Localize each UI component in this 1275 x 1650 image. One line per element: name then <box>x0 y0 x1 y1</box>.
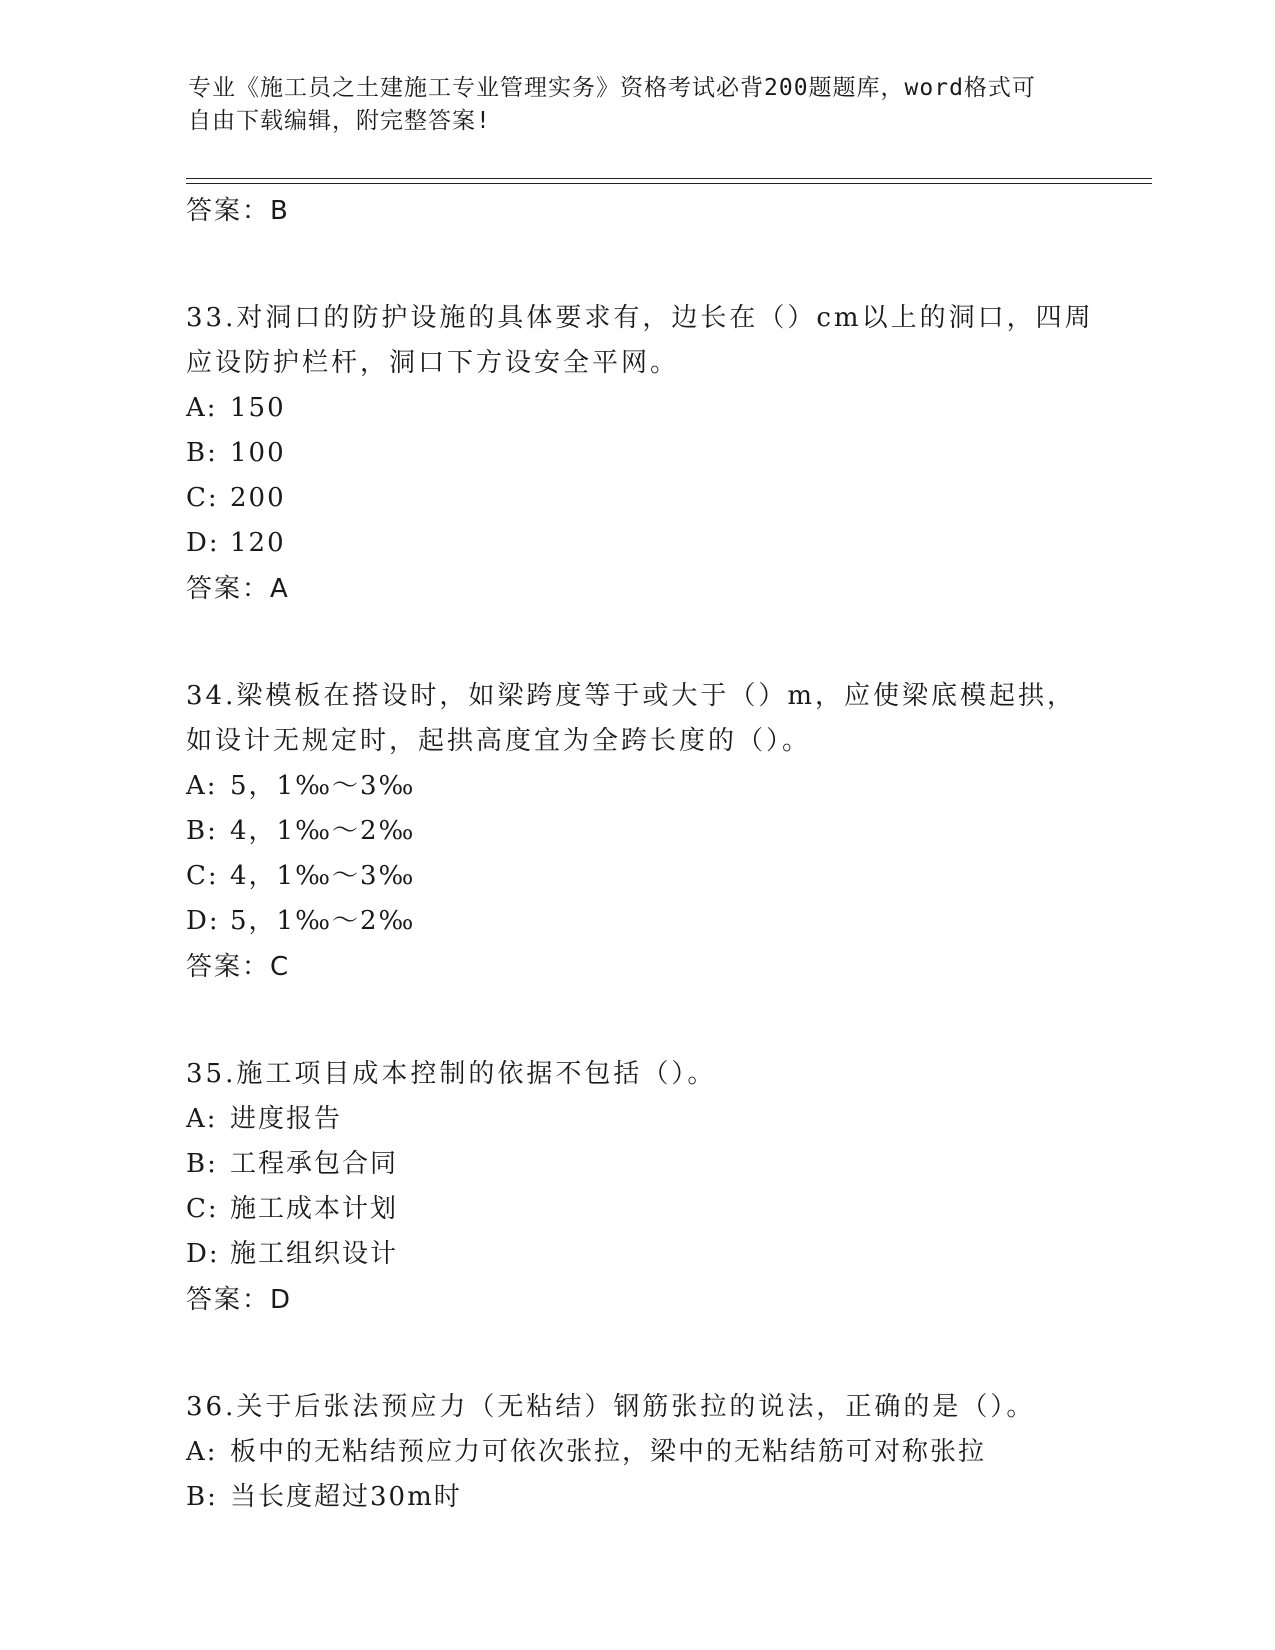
option-b <box>186 1142 1146 1187</box>
option-letter: B: <box>186 816 218 846</box>
option-text: 施工成本计划 <box>230 1194 399 1224</box>
question-stem-line: 34.梁模板在搭设时，如梁跨度等于或大于（）m，应使梁底模起拱， <box>186 681 1077 711</box>
option-text: 100 <box>230 438 286 468</box>
option-a <box>186 386 1146 431</box>
answer-line: 答案：A <box>186 574 290 604</box>
option-a <box>186 1430 1146 1475</box>
question-stem-line: 应设防护栏杆，洞口下方设安全平网。 <box>186 348 680 378</box>
option-c <box>186 1187 1146 1232</box>
question-stem-line: 如设计无规定时，起拱高度宜为全跨长度的（）。 <box>186 726 812 756</box>
option-text: 5，1‰～2‰ <box>230 906 416 936</box>
option-b <box>186 431 1146 476</box>
header-title-line-1: 专业《施工员之土建施工专业管理实务》资格考试必背200题题库，word格式可 <box>188 75 1036 101</box>
header-divider-top <box>186 178 1152 179</box>
option-text: 150 <box>230 393 286 423</box>
question-36 <box>186 1385 1146 1520</box>
option-letter: C: <box>186 483 219 513</box>
option-d <box>186 1232 1146 1277</box>
question-stem-line: 33.对洞口的防护设施的具体要求有，边长在（）cm以上的洞口，四周 <box>186 303 1094 333</box>
option-d <box>186 899 1146 944</box>
question-stem-line: 35.施工项目成本控制的依据不包括（）。 <box>186 1059 717 1089</box>
option-text: 4，1‰～3‰ <box>230 861 416 891</box>
option-letter: A: <box>186 1437 218 1467</box>
option-text: 工程承包合同 <box>230 1149 399 1179</box>
option-letter: D: <box>186 528 220 558</box>
question-list <box>186 188 1146 1520</box>
option-a <box>186 764 1146 809</box>
answer-line: 答案：C <box>186 952 291 982</box>
option-a <box>186 1097 1146 1142</box>
option-letter: C: <box>186 1194 219 1224</box>
option-letter: D: <box>186 1239 220 1269</box>
header-title-line-2: 自由下载编辑，附完整答案! <box>188 108 491 134</box>
option-text: 施工组织设计 <box>230 1239 399 1269</box>
option-c <box>186 476 1146 521</box>
option-d <box>186 521 1146 566</box>
option-b <box>186 809 1146 854</box>
header-divider-bottom <box>186 183 1152 184</box>
question-stem-line: 36.关于后张法预应力（无粘结）钢筋张拉的说法，正确的是（）。 <box>186 1392 1036 1422</box>
option-text: 当长度超过30m时 <box>230 1482 462 1512</box>
option-text: 4，1‰～2‰ <box>230 816 416 846</box>
option-text: 5，1‰～3‰ <box>230 771 416 801</box>
option-text: 120 <box>230 528 286 558</box>
option-c <box>186 854 1146 899</box>
answer-line: 答案：D <box>186 1285 293 1315</box>
document-header <box>188 72 1088 138</box>
question-34 <box>186 674 1146 998</box>
option-text: 板中的无粘结预应力可依次张拉，梁中的无粘结筋可对称张拉 <box>230 1437 987 1467</box>
question-35 <box>186 1052 1146 1331</box>
option-letter: A: <box>186 1104 218 1134</box>
option-letter: A: <box>186 393 218 423</box>
option-letter: D: <box>186 906 220 936</box>
option-b <box>186 1475 1146 1520</box>
question-33 <box>186 296 1146 620</box>
option-letter: B: <box>186 1149 218 1179</box>
option-letter: C: <box>186 861 219 891</box>
option-letter: B: <box>186 438 218 468</box>
option-letter: B: <box>186 1482 218 1512</box>
previous-answer: 答案：B <box>186 196 290 226</box>
option-letter: A: <box>186 771 218 801</box>
option-text: 200 <box>230 483 286 513</box>
option-text: 进度报告 <box>230 1104 343 1134</box>
